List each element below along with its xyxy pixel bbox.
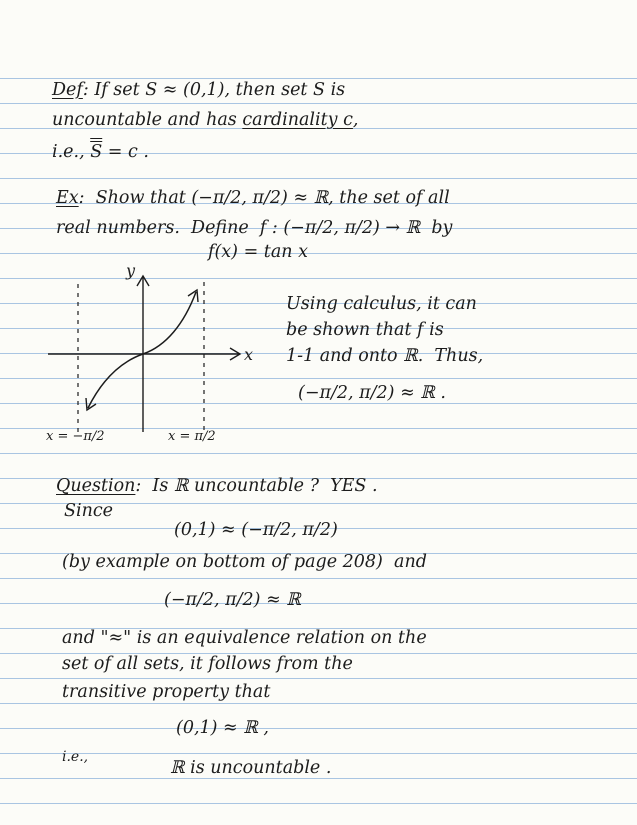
question-ie: i.e., — [62, 749, 89, 765]
example-line-1 — [56, 190, 450, 208]
question-line-1 — [56, 478, 378, 496]
example-line-3 — [208, 244, 308, 262]
question-line-8: transitive property that — [62, 682, 271, 702]
set-s-cardinality: S — [90, 142, 103, 162]
question-line-6: and "≈" is an equivalence relation on the — [62, 628, 427, 648]
question-line-3: (0,1) ≈ (−π/2, π/2) — [174, 520, 338, 540]
tangent-graph — [40, 262, 280, 457]
example-text-2: real numbers. Define f : (−π/2, π/2) → ℝ by — [56, 218, 453, 238]
definition-text-1: : If set S ≈ (0,1), then set S is — [82, 80, 346, 100]
question-line-7: set of all sets, it follows from the — [62, 654, 353, 674]
definition-line-3 — [52, 144, 149, 162]
question-conclusion: ℝ is uncountable . — [170, 758, 332, 778]
example-line-2 — [56, 220, 452, 238]
cardinality-term: cardinality c — [242, 110, 353, 130]
definition-line-2 — [52, 112, 359, 130]
definition-text-2c: , — [352, 110, 359, 130]
function-definition: f(x) = tan x — [208, 242, 308, 262]
example-label: Ex — [56, 188, 79, 208]
question-line-2: Since — [64, 501, 114, 521]
y-axis-label: y — [126, 262, 136, 280]
example-text-1: : Show that (−π/2, π/2) ≈ ℝ, the set of all — [78, 188, 450, 208]
right-asymptote-label: x = π/2 — [168, 429, 216, 444]
calculus-note-line-3: 1-1 and onto ℝ. Thus, — [286, 346, 484, 366]
question-line-9: (0,1) ≈ ℝ , — [176, 718, 269, 738]
calculus-note-line-1: Using calculus, it can — [286, 294, 477, 314]
calculus-note-line-2: be shown that f is — [286, 320, 444, 340]
question-line-5: (−π/2, π/2) ≈ ℝ — [164, 590, 301, 610]
definition-label: Def — [52, 80, 83, 100]
calculus-note-line-4: (−π/2, π/2) ≈ ℝ . — [298, 383, 446, 403]
x-axis-label: x — [244, 345, 254, 364]
definition-text-3c: = c . — [102, 142, 149, 162]
question-label: Question — [56, 476, 136, 496]
curve-arrow-down — [86, 398, 96, 410]
tangent-curve — [88, 292, 196, 408]
definition-text-3a: i.e., — [52, 142, 91, 162]
question-line-4: (by example on bottom of page 208) and — [62, 552, 427, 572]
definition-text-2a: uncountable and has — [52, 110, 243, 130]
left-asymptote-label: x = −π/2 — [46, 429, 105, 444]
question-text-1: : Is ℝ uncountable ? YES . — [135, 476, 378, 496]
definition-line-1 — [52, 82, 345, 100]
